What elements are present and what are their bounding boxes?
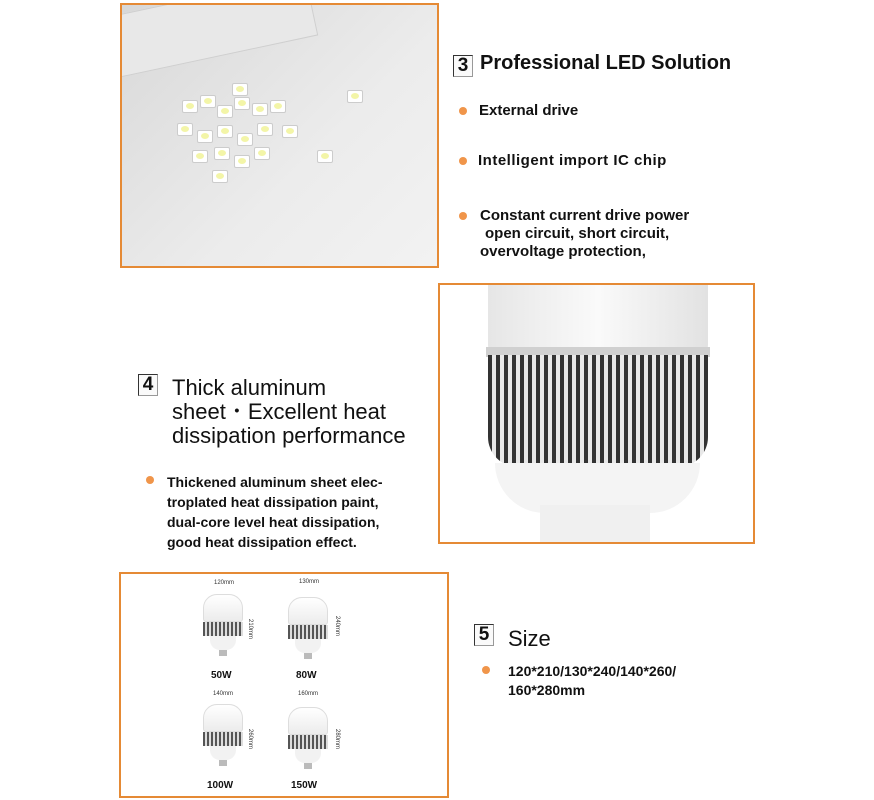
led-chip: [212, 170, 228, 183]
wattage-label: 50W: [211, 670, 232, 681]
wattage-label: 150W: [291, 780, 318, 791]
section-3-number: 3: [453, 55, 473, 77]
led-chip: [234, 155, 250, 168]
width-label: 130mm: [299, 579, 320, 585]
led-chip: [217, 125, 233, 138]
led-chip: [200, 95, 216, 108]
bulb-150w: [288, 707, 328, 769]
led-chip: [282, 125, 298, 138]
bulb-50w: [203, 594, 243, 656]
size-list: [508, 662, 676, 700]
led-chip: [192, 150, 208, 163]
section-5-number: 5: [474, 624, 494, 646]
led-chip: [214, 147, 230, 160]
feature-constant-current: [480, 207, 689, 261]
heatsink-fins: [488, 355, 708, 467]
text-line: overvoltage protection,: [480, 243, 646, 260]
led-chip: [317, 150, 333, 163]
width-label: 160mm: [298, 691, 319, 697]
led-chip: [182, 100, 198, 113]
text-line: Thickened aluminum sheet elec-: [167, 474, 383, 490]
led-chip: [237, 133, 253, 146]
text-line: Thick aluminum: [172, 375, 327, 400]
feature-external-drive: External drive: [479, 102, 579, 119]
section-5-title: Size: [508, 626, 551, 651]
height-label: 280mm: [334, 729, 340, 750]
led-chip: [252, 103, 268, 116]
heat-dissipation-text: [167, 472, 383, 552]
bulb-80w: [288, 597, 328, 659]
width-label: 120mm: [214, 580, 235, 586]
wattage-label: 80W: [296, 670, 317, 681]
led-chip: [234, 97, 250, 110]
text-line: open circuit, short circuit,: [485, 225, 670, 242]
text-line: troplated heat dissipation paint,: [167, 494, 379, 510]
led-chip: [232, 83, 248, 96]
led-chip: [177, 123, 193, 136]
led-chip: [270, 100, 286, 113]
led-chip: [257, 123, 273, 136]
text-line: dissipation performance: [172, 423, 406, 448]
led-chip: [197, 130, 213, 143]
led-chip: [217, 105, 233, 118]
bullet-icon: [482, 666, 490, 674]
bulb-cover: [488, 285, 708, 355]
bullet-icon: [459, 212, 467, 220]
height-label: 240mm: [334, 616, 340, 637]
led-chips-photo: [120, 3, 439, 268]
sizes-photo: [119, 572, 449, 798]
driver-box: [120, 3, 318, 77]
bulb-neck: [540, 505, 650, 544]
text-line: good heat dissipation effect.: [167, 534, 357, 550]
height-label: 260mm: [247, 729, 253, 750]
wattage-label: 100W: [207, 780, 234, 791]
text-line: sheet・Excellent heat: [172, 399, 387, 424]
height-label: 210mm: [247, 619, 253, 640]
bulb-100w: [203, 704, 243, 766]
section-4-number: 4: [138, 374, 158, 396]
feature-ic-chip: Intelligent import IC chip: [478, 152, 667, 169]
text-line: 120*210/130*240/140*260/: [508, 663, 677, 679]
text-line: Constant current drive power: [480, 207, 690, 224]
led-chip: [254, 147, 270, 160]
width-label: 140mm: [213, 691, 234, 697]
bullet-icon: [459, 157, 467, 165]
text-line: 160*280mm: [508, 682, 586, 698]
heatsink-photo: [438, 283, 755, 544]
section-3-title: Professional LED Solution: [480, 52, 732, 74]
led-chip: [347, 90, 363, 103]
bullet-icon: [146, 476, 154, 484]
text-line: dual-core level heat dissipation,: [167, 514, 380, 530]
bullet-icon: [459, 107, 467, 115]
section-4-title: [172, 376, 406, 448]
